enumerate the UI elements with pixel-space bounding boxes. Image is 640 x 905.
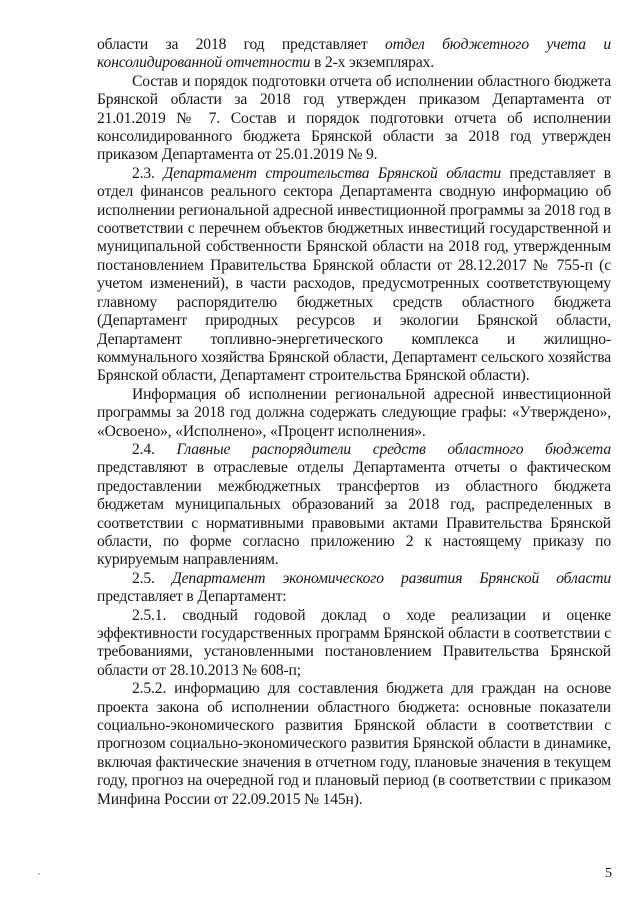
emphasized-text: Главные распорядители средств областного бюджета xyxy=(176,440,611,458)
body-text: представляет в Департамент: xyxy=(97,588,287,606)
emphasized-text: отдел бюджетного учета и консолидированной отчетности xyxy=(97,36,611,72)
body-text: в 2-х экземплярах. xyxy=(310,54,434,72)
paragraph-p4 xyxy=(97,386,611,441)
body-text: представляет в отдел финансов реального сектора Департамента сводную информацию об исполнении региональной адресной инвестиционной программы за 2018 год в соответствии с перечнем объектов бюджетных инвестиций государственной и муниципальной собственности Брянской области на 2018 год, утвержденным постановлением Правительства Брянской области от 28.12.2017 № 755-п (с учетом изменений), в части расходов, предусмотренных соответствующему главному распорядителю бюджетных средств областного бюджета (Департамент природных ресурсов и экологии Брянской области, Департамент топливно-энергетического комплекса и жилищно-коммунального хозяйства Брянской области, Департамент сельского хозяйства Брянской области, Департамент строительства Брянской области). xyxy=(97,164,611,385)
body-text: Информация об исполнении региональной адресной инвестиционной программы за 2018 год должна содержать следующие графы: «Утверждено», «Освоено», «Исполнено», «Процент исполнения». xyxy=(97,385,611,440)
body-text: представляют в отраслевые отделы Департамента отчеты о фактическом предоставлении межбюджетных трансфертов из областного бюджета бюджетам муниципальных образований за 2018 год, распределенных в соответствии с нормативными правовыми актами Правительства Брянской области, по форме согласно приложению 2 к настоящему приказу по курируемым направлениям. xyxy=(97,459,611,569)
body-text: 2.5. xyxy=(132,569,172,587)
emphasized-text: Департамент экономического развития Брянской области xyxy=(171,569,611,587)
body-text: 2.5.1. сводный годовой доклад о ходе реализации и оценке эффективности государственных программ Брянской области в соответствии с требованиями, установленными постановлением Правительства Брянской области от 28.10.2013 № 608-п; xyxy=(97,606,611,679)
emphasized-text: Департамент строительства Брянской области xyxy=(163,164,501,182)
body-text: 2.3. xyxy=(132,164,164,182)
paragraph-p5 xyxy=(97,441,611,570)
page-number: 5 xyxy=(605,866,612,881)
body-text: 2.5.2. информацию для составления бюджета для граждан на основе проекта закона об исполнении областного бюджета: основные показатели социально-экономического развития Брянской области в соответствии с прогнозом социально-экономического развития Брянской области в динамике, включая фактические значения в отчетном году, плановые значения в текущем году, прогноз на очередной год и плановый период (в соответствии с приказом Минфина России от 22.09.2015 № 145н). xyxy=(97,680,611,808)
paragraph-p8 xyxy=(97,680,611,809)
body-text: области за 2018 год представляет xyxy=(97,36,385,53)
document-body xyxy=(97,36,611,809)
paragraph-p7 xyxy=(97,607,611,681)
body-text: 2.4. xyxy=(132,440,177,458)
paragraph-p3 xyxy=(97,165,611,386)
paragraph-p6 xyxy=(97,570,611,607)
paragraph-p2 xyxy=(97,73,611,165)
body-text: Состав и порядок подготовки отчета об исполнении областного бюджета Брянской области за 2018 год утвержден приказом Департамента от 21.01.2019 № 7. Состав и порядок подготовки отчета об исполнении консолидированного бюджета Брянской области за 2018 год утвержден приказом Департамента от 25.01.2019 № 9. xyxy=(97,72,611,164)
scan-speck xyxy=(38,873,40,875)
paragraph-p1 xyxy=(97,36,611,73)
